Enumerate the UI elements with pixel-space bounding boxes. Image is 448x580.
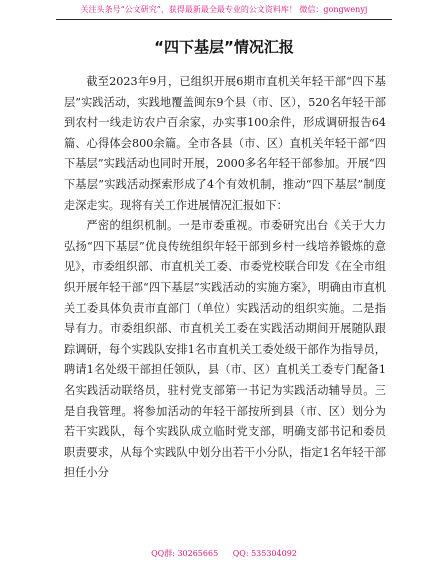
paragraph: 严密的组织机制。一是市委重视。市委研究出台《关于大力弘扬“四下基层”优良传统组织年轻干部到乡村一线培养锻炼的意见》，市委组织部、市直机关工委、市委党校联合印发《在全市组织开展年轻干部“四下基层”实践活动的实施方案》，明确由市直机关工委具体负责市直部门（单位）实践活动的组织实施。二是指导有力。市委组织部、市直机关工委在实践活动期间开展随队跟踪调研，每个实践队安排1名市直机关工委处级干部作为指导员，聘请1名处级干部担任领队，县（市、区）直机关工委专门配备1名实践活动联络员，驻村党支部第一书记为实践活动辅导员。三是自我管理。将参加活动的年轻干部按所到县（市、区）划分为若干实践队，每个实践队成立临时党支部，明确支部书记和委员职责要求，从每个实践队中划分出若干小分队，指定1名年轻干部担任小分 bbox=[64, 219, 386, 480]
footer-contact bbox=[0, 548, 448, 559]
paragraph: 截至2023年9月，已组织开展6期市直机关年轻干部“四下基层”实践活动，实践地覆盖闽东9个县（市、区），520名年轻干部到农村一线走访农户百余家，办实事100余件，形成调研报告64篇、心得体会800余篇。全市各县（市、区）直机关年轻干部“四下基层”实践活动也同时开展，2000多名年轻干部参加。开展“四下基层”实践活动探索形成了4个有效机制，推动“四下基层”制度走深走实。现将有关工作进展情况汇报如下： bbox=[64, 75, 386, 212]
document-title: “四下基层”情况汇报 bbox=[154, 38, 294, 56]
header-notice: 关注头条号“公文研究”，获得最新最全最专业的公文资料库！ 微信：gongwenyj bbox=[80, 5, 368, 14]
footer-qq: QQ: 535304092 bbox=[232, 549, 297, 558]
document-body bbox=[64, 72, 386, 484]
footer-qq-group: QQ群: 30265665 bbox=[151, 549, 219, 558]
header-divider bbox=[56, 19, 392, 20]
